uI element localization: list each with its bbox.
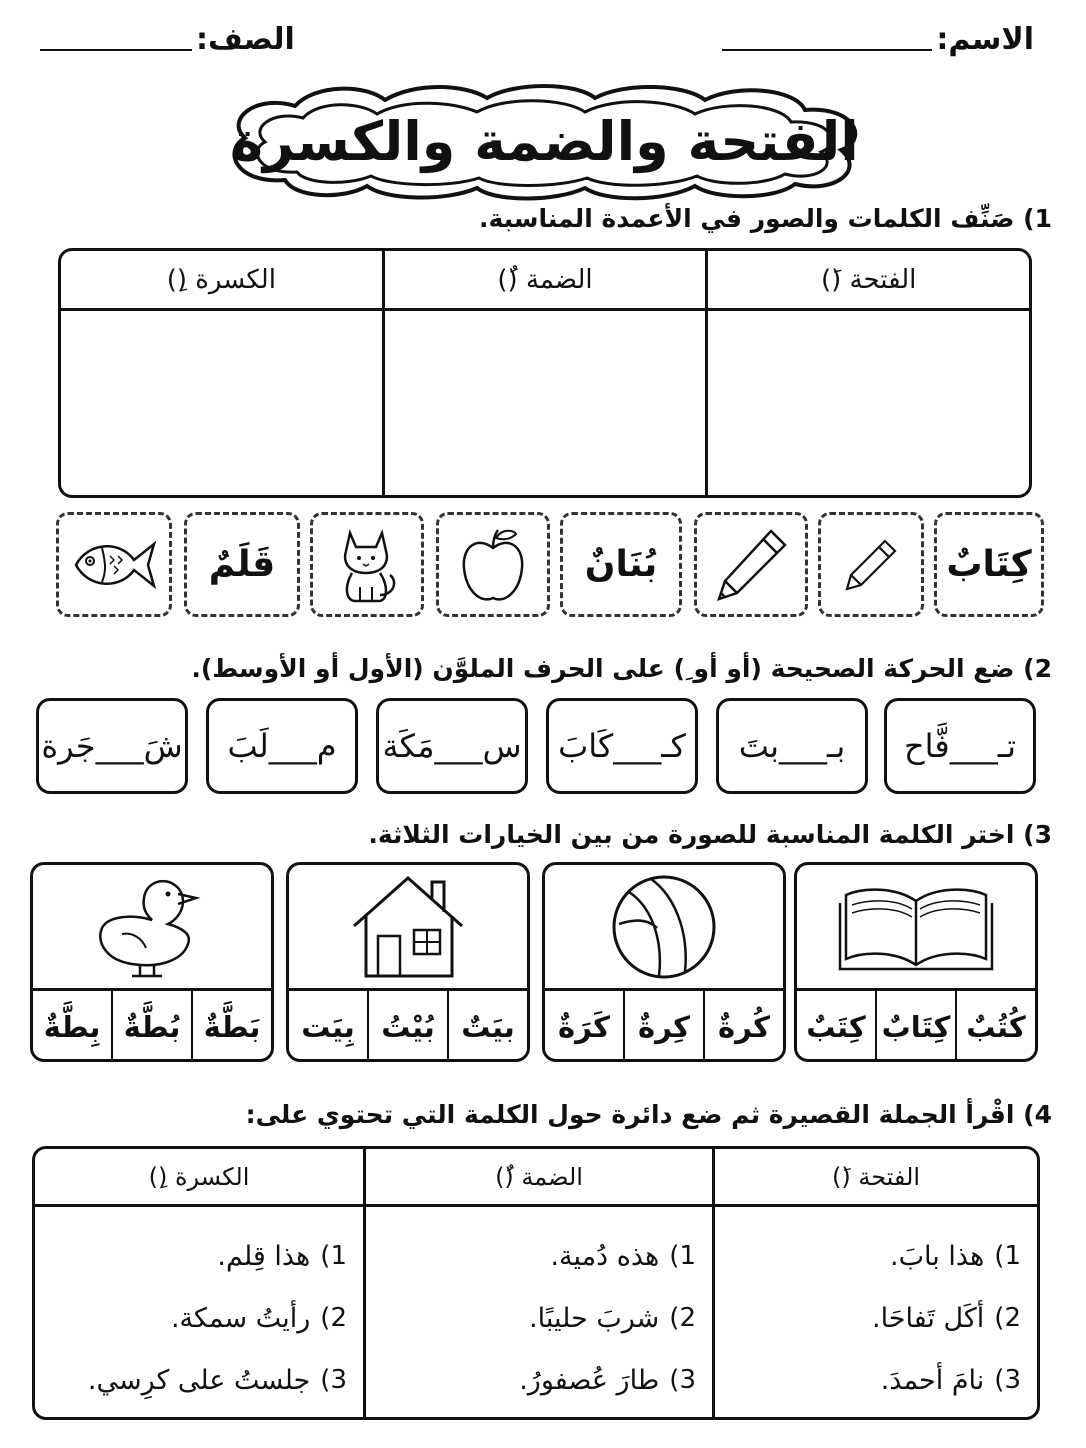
ball-icon [609,872,719,982]
q4-sentence[interactable] [727,1287,1021,1349]
q4-sentence-text: أكَل تَفاحَا. [872,1302,985,1334]
cat-icon [332,525,402,605]
q3-option[interactable]: بَطَّةٌ [191,991,271,1062]
q4-instruction: 4) اقْرأ الجملة القصيرة ثم ضع دائرة حول الكلمة التي تحتوي على: [245,1100,1052,1129]
q4-sentence-number: 3) [320,1365,347,1395]
apple-icon [458,524,528,606]
name-blank-line[interactable] [722,49,932,51]
name-field[interactable] [722,22,1034,57]
q4-sentence[interactable] [378,1349,696,1411]
fish-icon [68,534,160,596]
q3-option[interactable]: بِيَت [301,1009,355,1044]
q2-instruction: 2) ضع الحركة الصحيحة (أو أو ِ) على الحرف الملوَّن (الأول أو الأوسط). [191,654,1052,683]
q1-card-word[interactable] [934,512,1044,617]
house-icon [348,872,468,982]
q1-column-kasra [61,251,382,495]
q3-option[interactable]: كِتَبٌ [806,1009,866,1044]
q3-option[interactable]: كُرةٌ [703,991,783,1062]
q4-sentence-table [32,1146,1040,1420]
q1-drop-area-kasra[interactable] [61,311,382,495]
q4-sentence-number: 1) [669,1241,696,1271]
book-icon [836,881,996,973]
q1-column-header: الفتحة (َ) [708,251,1029,311]
class-blank-line[interactable] [40,49,192,51]
class-label: الصف: [196,22,295,57]
page-title: الفتحة والضمة والكسرة [231,110,859,173]
q2-item-text: شَ___جَرة [41,727,183,765]
q2-item-text: بـ___بتَ [738,727,846,765]
q1-card-fish[interactable] [56,512,172,617]
q4-sentence[interactable] [727,1225,1021,1287]
q1-column-header: الكسرة (ِ) [61,251,382,311]
class-field[interactable] [40,22,295,57]
q2-item[interactable] [884,698,1036,794]
q4-sentence-text: نامَ أحمدَ. [880,1364,985,1396]
q2-item[interactable] [546,698,698,794]
q3-option[interactable]: كِرةٌ [623,991,703,1062]
q1-card-pencil-small[interactable] [818,512,924,617]
q4-sentence-text: هذا بابَ. [890,1240,985,1272]
q3-option[interactable]: بُيْتُ [367,991,447,1062]
pencil-icon [711,525,791,605]
duck-icon [92,872,212,982]
q2-item-text: م___لَبَ [227,727,337,765]
q4-sentence-number: 3) [994,1365,1021,1395]
q1-card-row [56,512,1044,617]
q2-item-text: تـ___فَّاح [904,727,1016,765]
q1-card-word-text: بُنَانٌ [584,544,658,585]
q1-classification-table [58,248,1032,498]
q4-sentence[interactable] [47,1349,347,1411]
q4-sentence-text: هذه دُمية. [550,1240,660,1272]
q4-column-header: الضمة (ُ) [366,1149,712,1207]
q4-column-header: الفتحة (َ) [715,1149,1037,1207]
q3-option[interactable]: بِطَّةٌ [43,1009,101,1044]
q3-option[interactable]: بُطَّةٌ [111,991,191,1062]
q2-item[interactable] [36,698,188,794]
q1-drop-area-fatha[interactable] [708,311,1029,495]
q4-sentence[interactable] [727,1349,1021,1411]
q1-card-word[interactable] [184,512,300,617]
q4-sentence[interactable] [378,1287,696,1349]
q1-column-damma [382,251,706,495]
q3-item-duck [30,862,274,1062]
q1-card-apple[interactable] [436,512,550,617]
q3-instruction: 3) اختر الكلمة المناسبة للصورة من بين الخيارات الثلاثة. [368,820,1052,849]
q2-item[interactable] [206,698,358,794]
q4-column-kasra [35,1149,363,1417]
q1-card-cat[interactable] [310,512,424,617]
q3-item-ball [542,862,786,1062]
q4-sentence-text: هذا قِلم. [217,1240,311,1272]
q3-option[interactable]: بيَتٌ [447,991,527,1062]
q3-option[interactable]: كَرَةٌ [557,1009,611,1044]
q4-sentence[interactable] [47,1225,347,1287]
q4-sentence-number: 2) [320,1303,347,1333]
q4-sentence-text: رأيتُ سمكة. [170,1302,311,1334]
q4-sentence-text: شربَ حليبًا. [529,1302,660,1334]
q2-item[interactable] [716,698,868,794]
q4-column-damma [363,1149,712,1417]
q4-sentence-text: طارَ عُصفورُ. [519,1364,660,1396]
q2-item-text: س___مَكَة [382,727,522,765]
q4-sentence-number: 2) [994,1303,1021,1333]
q3-option[interactable]: كُتُبٌ [955,991,1035,1062]
q4-sentence-number: 2) [669,1303,696,1333]
q2-item-text: كـ___كَابَ [558,727,686,765]
q4-sentence-text: جلستُ على كرِسي. [87,1364,311,1396]
q1-column-header: الضمة (ُ) [385,251,706,311]
q4-sentence-number: 1) [320,1241,347,1271]
q1-card-word-text: كِتَابٌ [946,544,1032,585]
q4-column-header: الكسرة (ِ) [35,1149,363,1207]
q1-card-word-text: قَلَمٌ [208,544,276,585]
q3-item-book [794,862,1038,1062]
pencil-icon [843,537,899,593]
q1-card-pencil-large[interactable] [694,512,808,617]
q1-card-word[interactable] [560,512,682,617]
q4-sentence[interactable] [378,1225,696,1287]
q4-sentence-number: 3) [669,1365,696,1395]
q1-instruction: 1) صَنِّف الكلمات والصور في الأعمدة المناسبة. [479,204,1052,233]
q3-item-house [286,862,530,1062]
q1-drop-area-damma[interactable] [385,311,706,495]
q3-option[interactable]: كِتَابٌ [875,991,955,1062]
q1-column-fatha [705,251,1029,495]
q4-column-fatha [712,1149,1037,1417]
q4-sentence[interactable] [47,1287,347,1349]
name-label: الاسم: [936,22,1034,57]
q4-sentence-number: 1) [994,1241,1021,1271]
q2-item[interactable] [376,698,528,794]
